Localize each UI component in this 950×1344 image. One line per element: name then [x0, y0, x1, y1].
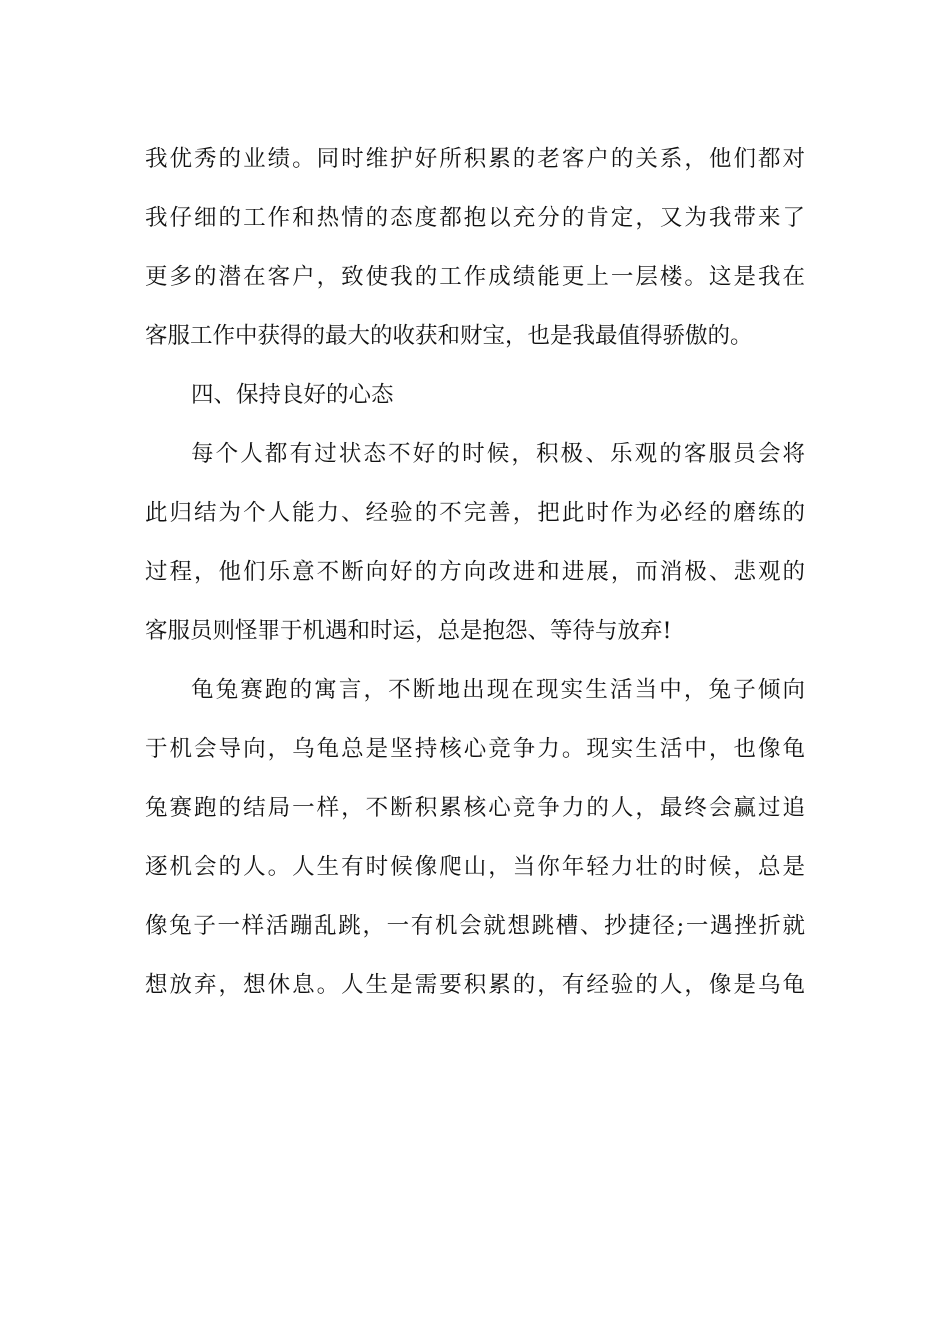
paragraph-line: 龟兔赛跑的寓言，不断地出现在现实生活当中，兔子倾向	[191, 677, 805, 703]
paragraph-line: 像兔子一样活蹦乱跳，一有机会就想跳槽、抄捷径;一遇挫折就	[145, 913, 805, 939]
paragraph-line: 我仔细的工作和热情的态度都抱以充分的肯定，又为我带来了	[145, 205, 805, 231]
section-heading: 四、保持良好的心态	[191, 382, 394, 408]
paragraph-line: 客服工作中获得的最大的收获和财宝，也是我最值得骄傲的。	[145, 323, 753, 349]
paragraph-line: 我优秀的业绩。同时维护好所积累的老客户的关系，他们都对	[145, 146, 805, 172]
paragraph-line: 于机会导向，乌龟总是坚持核心竞争力。现实生活中，也像龟	[145, 736, 805, 762]
paragraph-line: 更多的潜在客户，致使我的工作成绩能更上一层楼。这是我在	[145, 264, 805, 290]
paragraph-line: 客服员则怪罪于机遇和时运，总是抱怨、等待与放弃!	[145, 618, 672, 644]
paragraph-line: 逐机会的人。人生有时候像爬山，当你年轻力壮的时候，总是	[145, 854, 805, 880]
paragraph-line: 过程，他们乐意不断向好的方向改进和进展，而消极、悲观的	[145, 559, 805, 585]
paragraph-line: 兔赛跑的结局一样，不断积累核心竞争力的人，最终会赢过追	[145, 795, 805, 821]
body-text	[145, 130, 805, 1015]
paragraph-line: 此归结为个人能力、经验的不完善，把此时作为必经的磨练的	[145, 500, 805, 526]
paragraph-line: 想放弃，想休息。人生是需要积累的，有经验的人，像是乌龟	[145, 972, 805, 998]
paragraph-line: 每个人都有过状态不好的时候，积极、乐观的客服员会将	[191, 441, 805, 467]
